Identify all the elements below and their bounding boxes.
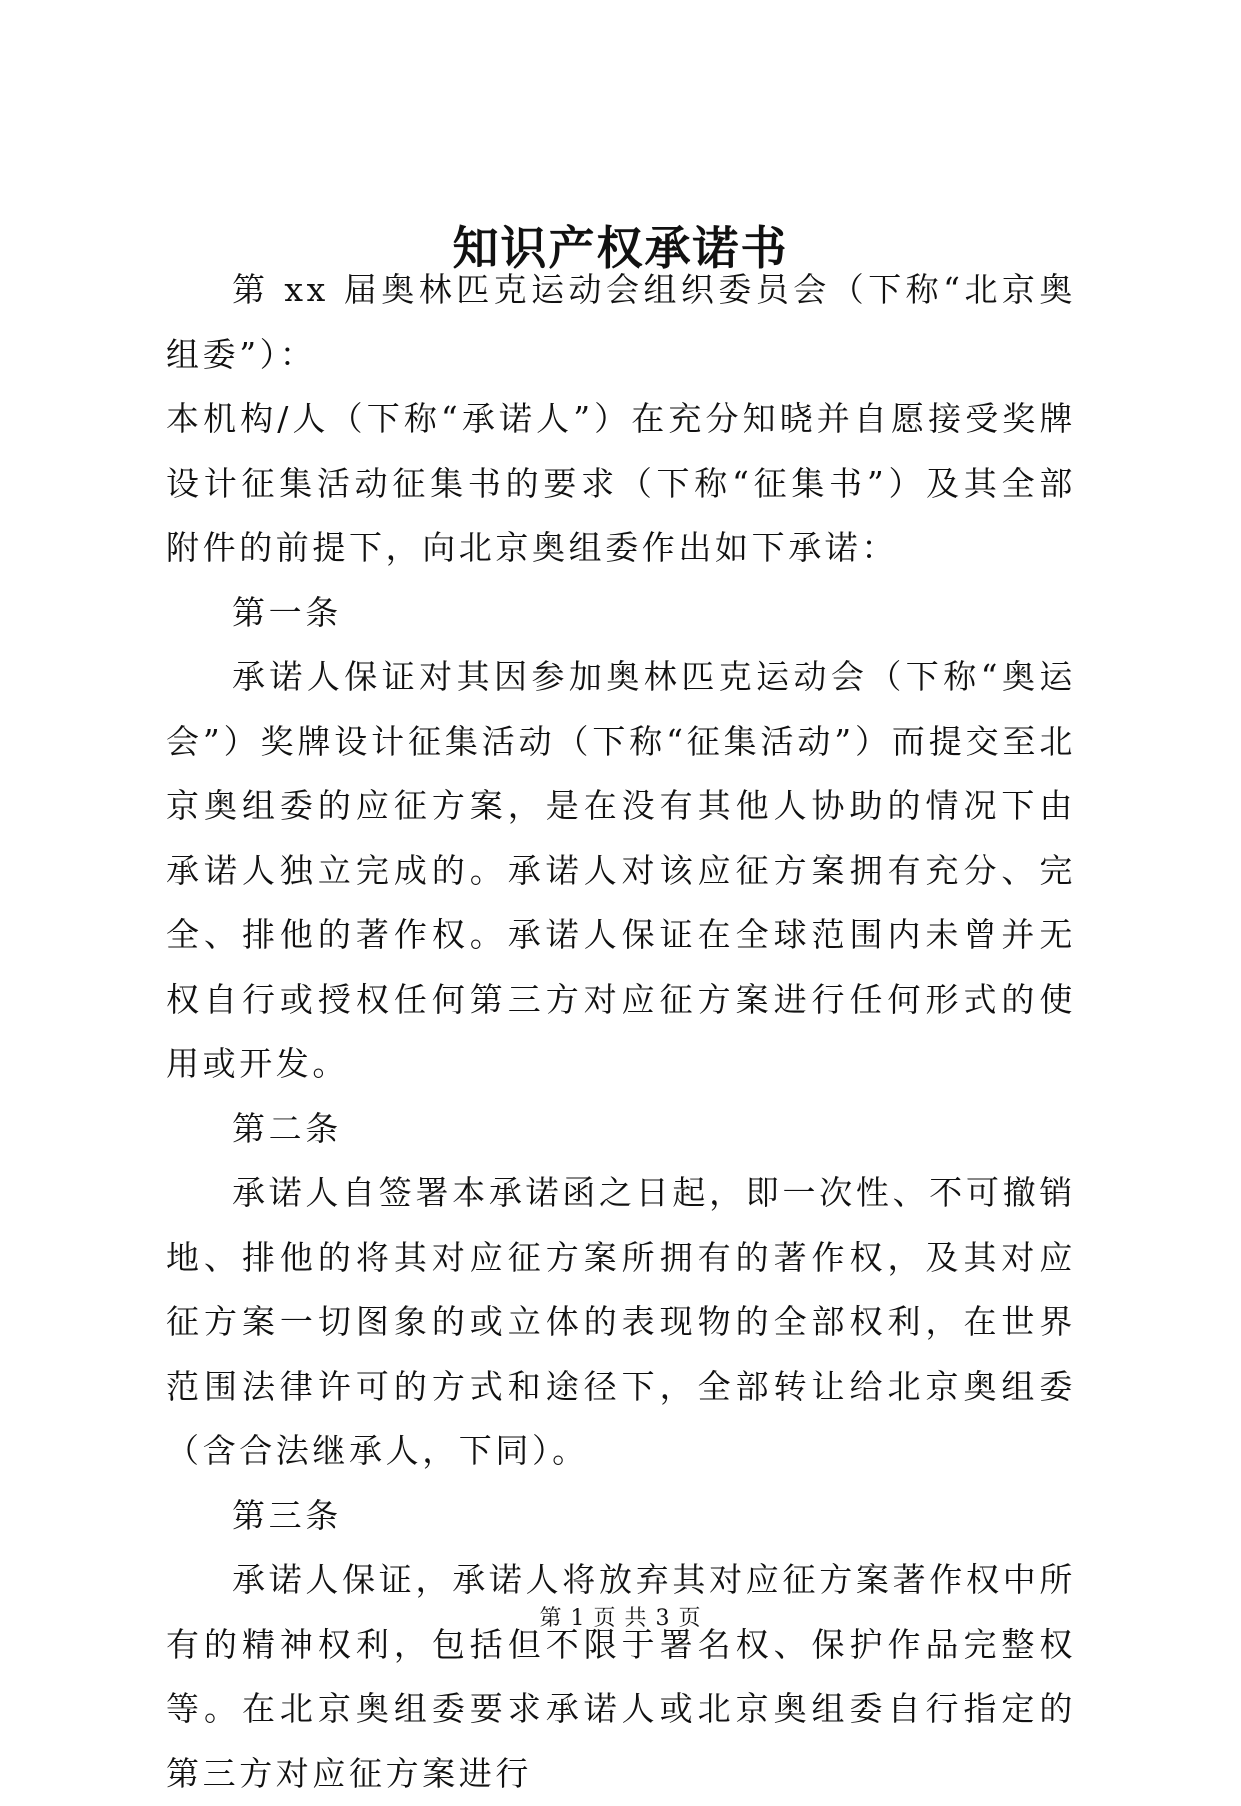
document-body [166,258,1076,1806]
salutation: 第 xx 届奥林匹克运动会组织委员会（下称“北京奥组委”）： [166,270,1076,374]
article-2-heading: 第二条 [232,1108,342,1148]
article-3-heading: 第三条 [232,1495,342,1535]
page-number-footer: 第 1 页 共 3 页 [539,1606,702,1631]
article-1-heading: 第一条 [232,592,342,632]
intro-paragraph: 本机构/人（下称“承诺人”）在充分知晓并自愿接受奖牌设计征集活动征集书的要求（下称“征集书”）及其全部附件的前提下，向北京奥组委作出如下承诺： [166,399,1076,567]
article-1-text: 承诺人保证对其因参加奥林匹克运动会（下称“奥运会”）奖牌设计征集活动（下称“征集活动”）而提交至北京奥组委的应征方案，是在没有其他人协助的情况下由承诺人独立完成的。承诺人对该应征方案拥有充分、完全、排他的著作权。承诺人保证在全球范围内未曾并无权自行或授权任何第三方对应征方案进行任何形式的使用或开发。 [166,657,1076,1083]
document-title: 知识产权承诺书 [452,221,789,275]
article-3-text: 承诺人保证，承诺人将放弃其对应征方案著作权中所有的精神权利，包括但不限于署名权、保护作品完整权等。在北京奥组委要求承诺人或北京奥组委自行指定的第三方对应征方案进行 [166,1560,1076,1793]
article-2-text: 承诺人自签署本承诺函之日起，即一次性、不可撤销地、排他的将其对应征方案所拥有的著作权，及其对应征方案一切图象的或立体的表现物的全部权利，在世界范围法律许可的方式和途径下，全部转让给北京奥组委（含合法继承人，下同）。 [166,1173,1076,1470]
